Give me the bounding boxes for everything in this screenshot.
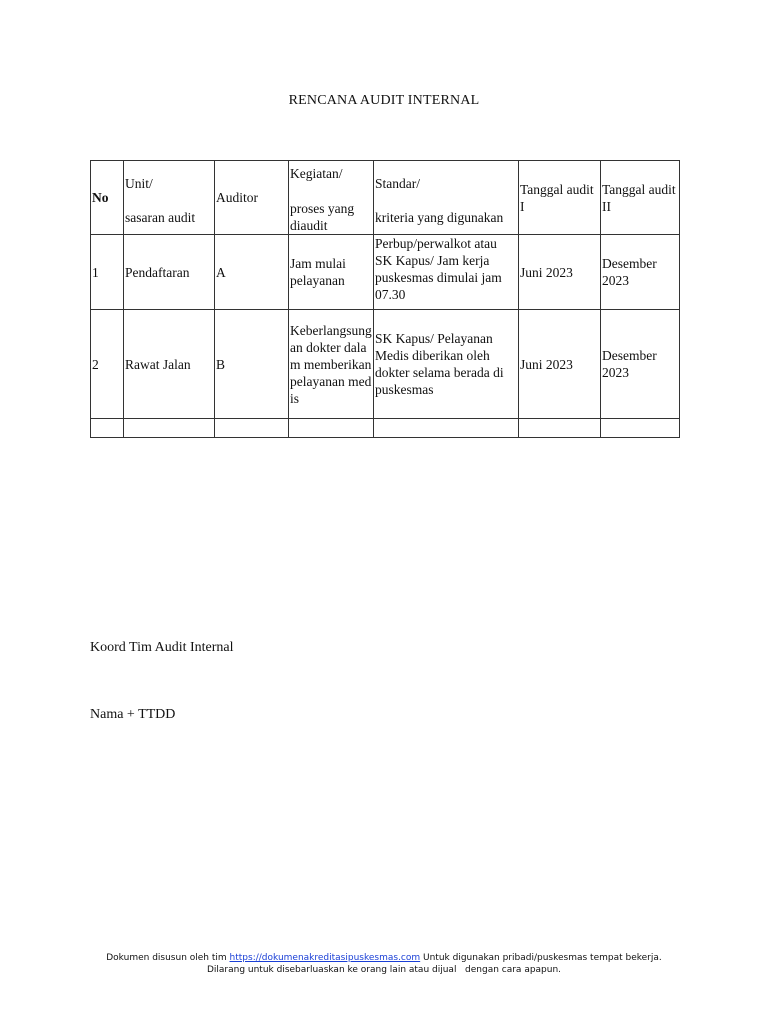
footer-line-2: Dilarang untuk disebarluaskan ke orang lain atau dijual dengan cara apapun. <box>206 965 562 975</box>
header-unit <box>124 161 215 235</box>
footer-link[interactable]: https://dokumenakreditasipuskesmas.com <box>229 953 421 963</box>
header-auditor: Auditor <box>215 161 289 235</box>
footer-line-1 <box>0 952 768 964</box>
header-standar-line2: kriteria yang digunakan <box>375 209 504 225</box>
row-no: 2 <box>91 310 124 419</box>
row-tanggal-audit-1: Juni 2023 <box>519 235 601 310</box>
header-tanggal-audit-1: Tanggal audit I <box>519 161 601 235</box>
footer-suffix: Untuk digunakan pribadi/puskesmas tempat bekerja. <box>420 953 662 963</box>
header-tanggal-audit-2: Tanggal audit II <box>601 161 680 235</box>
table-row <box>91 310 680 419</box>
header-kegiatan-line2: proses yang diaudit <box>290 200 355 233</box>
empty-cell <box>215 419 289 438</box>
footer-notice <box>0 952 768 976</box>
table-header-row <box>91 161 680 235</box>
header-kegiatan-line1: Kegiatan/ <box>290 165 343 181</box>
row-unit: Pendaftaran <box>124 235 215 310</box>
header-standar <box>374 161 519 235</box>
header-kegiatan <box>289 161 374 235</box>
footer-prefix: Dokumen disusun oleh tim <box>106 953 230 963</box>
row-auditor: A <box>215 235 289 310</box>
header-no: No <box>91 161 124 235</box>
row-auditor: B <box>215 310 289 419</box>
row-unit: Rawat Jalan <box>124 310 215 419</box>
row-standar: Perbup/perwalkot atau SK Kapus/ Jam kerja puskesmas dimulai jam 07.30 <box>374 235 519 310</box>
table-row-empty <box>91 419 680 438</box>
header-unit-line2: sasaran audit <box>125 209 196 225</box>
signature-role: Koord Tim Audit Internal <box>90 640 234 655</box>
document-title: RENCANA AUDIT INTERNAL <box>288 93 480 108</box>
row-tanggal-audit-2: Desember 2023 <box>601 235 680 310</box>
header-unit-line1: Unit/ <box>125 175 153 191</box>
empty-cell <box>91 419 124 438</box>
row-standar: SK Kapus/ Pelayanan Medis diberikan oleh dokter selama berada di puskesmas <box>374 310 519 419</box>
table-row <box>91 235 680 310</box>
empty-cell <box>601 419 680 438</box>
empty-cell <box>289 419 374 438</box>
row-tanggal-audit-2: Desember 2023 <box>601 310 680 419</box>
audit-plan-table <box>90 160 680 438</box>
signature-name: Nama + TTDD <box>90 707 176 722</box>
row-no: 1 <box>91 235 124 310</box>
header-standar-line1: Standar/ <box>375 175 420 191</box>
empty-cell <box>519 419 601 438</box>
row-kegiatan: Keberlangsungan dokter dalam memberikan pelayanan medis <box>289 310 374 419</box>
empty-cell <box>124 419 215 438</box>
empty-cell <box>374 419 519 438</box>
row-tanggal-audit-1: Juni 2023 <box>519 310 601 419</box>
row-kegiatan: Jam mulai pelayanan <box>289 235 374 310</box>
